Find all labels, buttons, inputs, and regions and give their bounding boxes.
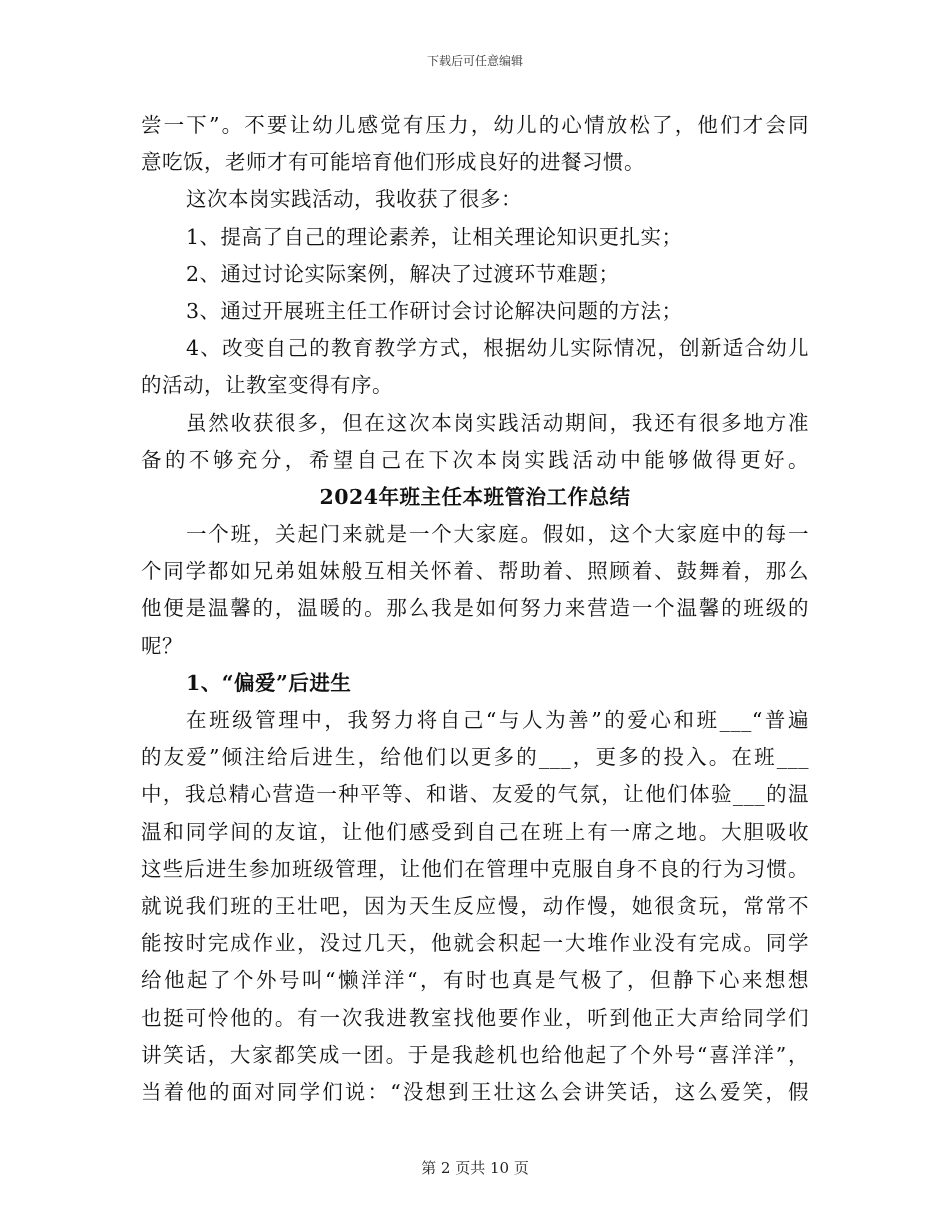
page-footer: 第 2 页共 10 页 [421,1159,529,1177]
text-line: 的友爱”倾注给后进生，给他们以更多的___，更多的投入。在班___ [141,745,809,770]
text-line: 2、通过讨论实际案例，解决了过渡环节难题； [186,261,620,286]
text-line: 1、提高了自己的理论素养，让相关理论知识更扎实； [186,224,683,249]
text-line: 他便是温馨的，温暖的。那么我是如何努力来营造一个温馨的班级的 [141,596,809,621]
page-header: 下载后可任意编辑 [426,54,523,68]
text-line: 尝一下”。不要让幼儿感觉有压力，幼儿的心情放松了，他们才会同 [141,113,809,137]
text-line: 当着他的面对同学们说：“没想到王壮这么会讲笑话，这么爱笑，假 [141,1079,809,1104]
text-line: 这次本岗实践活动，我收获了很多： [186,187,522,212]
subsection-heading: 1、“偏爱”后进生 [186,670,352,695]
text-line: 这些后进生参加班级管理，让他们在管理中克服自身不良的行为习惯。 [141,856,809,881]
text-line: 也挺可怜他的。有一次我进教室找他要作业，听到他正大声给同学们 [141,1005,809,1030]
text-line: 虽然收获很多，但在这次本岗实践活动期间，我还有很多地方准 [186,410,809,435]
text-line: 给他起了个外号叫“懒洋洋“，有时也真是气极了，但静下心来想想 [141,968,809,993]
text-line: 在班级管理中，我努力将自己“与人为善”的爱心和班___“普遍 [186,708,809,732]
section-title: 2024年班主任本班管治工作总结 [319,484,631,509]
text-line: 备的不够充分，希望自己在下次本岗实践活动中能够做得更好。 [141,447,809,472]
text-line: 个同学都如兄弟姐妹般互相关怀着、帮助着、照顾着、鼓舞着，那么 [141,559,809,584]
text-line: 4、改变自己的教育教学方式，根据幼儿实际情况，创新适合幼儿 [186,336,809,361]
text-line: 讲笑话，大家都笑成一团。于是我趁机也给他起了个外号“喜洋洋”， [141,1042,809,1067]
text-line: 呢？ [141,633,183,658]
document-body [141,107,809,1111]
text-line: 能按时完成作业，没过几天，他就会积起一大堆作业没有完成。同学 [141,931,809,956]
text-line: 意吃饭，老师才有可能培育他们形成良好的进餐习惯。 [141,150,645,175]
text-line: 温和同学间的友谊，让他们感受到自己在班上有一席之地。大胆吸收 [141,819,809,844]
text-line: 的活动，让教室变得有序。 [141,373,393,398]
text-line: 3、通过开展班主任工作研讨会讨论解决问题的方法； [186,298,683,323]
text-line: 就说我们班的王壮吧，因为天生反应慢，动作慢，她很贪玩，常常不 [141,893,809,918]
text-line: 一个班，关起门来就是一个大家庭。假如，这个大家庭中的每一 [186,522,809,547]
text-line: 中，我总精心营造一种平等、和谐、友爱的气氛，让他们体验___的温 [141,782,809,807]
